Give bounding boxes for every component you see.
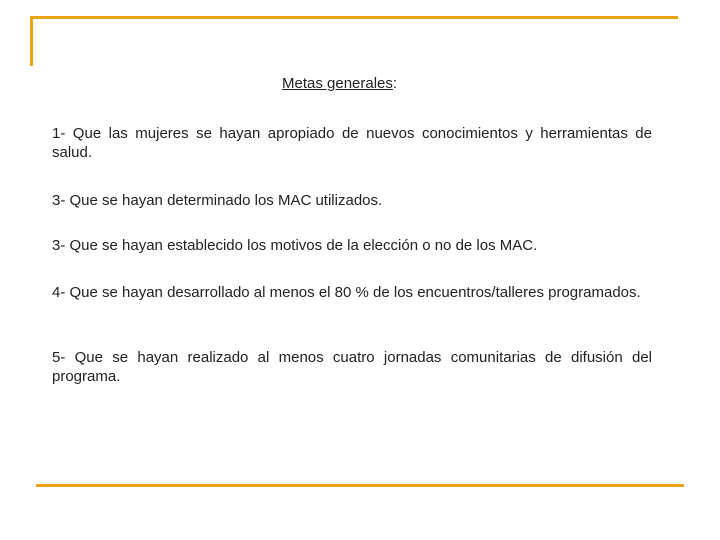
- goal-item-2: 3- Que se hayan determinado los MAC utilizados.: [52, 192, 383, 209]
- goal-item-3: 3- Que se hayan establecido los motivos de la elección o no de los MAC.: [52, 237, 538, 254]
- goal-item-1: 1- Que las mujeres se hayan apropiado de nuevos conocimientos y herramientas de salud.: [52, 125, 652, 161]
- goal-item-5: 5- Que se hayan realizado al menos cuatro jornadas comunitarias de difusión del programa.: [52, 349, 652, 385]
- slide-title-text: Metas generales: [282, 75, 393, 92]
- slide-title: [282, 75, 397, 92]
- top-accent-rule: [30, 16, 678, 19]
- left-accent-rule: [30, 16, 33, 66]
- bottom-accent-rule: [36, 484, 684, 487]
- goal-item-4: 4- Que se hayan desarrollado al menos el 80 % de los encuentros/talleres programados.: [52, 284, 641, 301]
- slide-title-colon: :: [392, 75, 398, 92]
